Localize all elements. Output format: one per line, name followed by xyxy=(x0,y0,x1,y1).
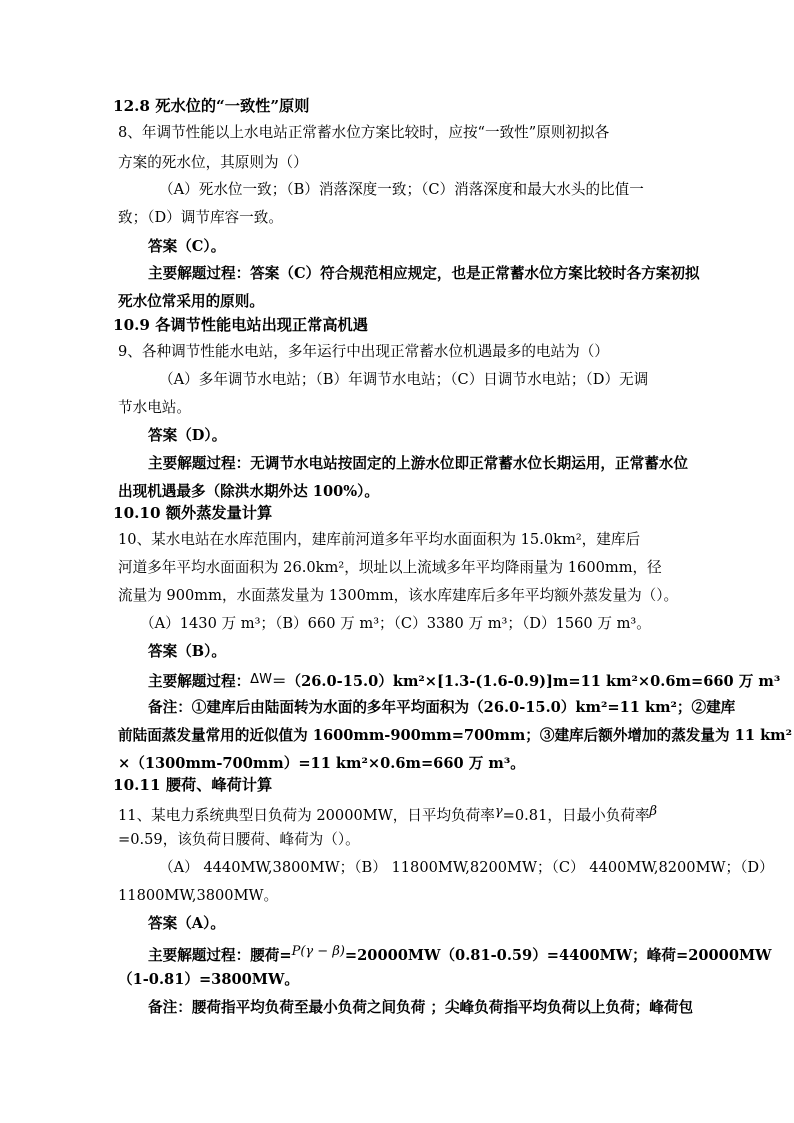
gamma-symbol: γ xyxy=(494,804,503,819)
answer-text: 答案（C）。 xyxy=(148,238,226,255)
section-heading: 10.11 腰荷、峰荷计算 xyxy=(113,776,273,794)
question-text: 10、某水电站在水库范围内，建库前河道多年平均水面面积为 15.0km²，建库后 xyxy=(118,531,641,548)
question-part: =0.81，日最小负荷率 xyxy=(502,807,650,824)
remark-text: 备注：①建库后由陆面转为水面的多年平均面积为（26.0-15.0）km²=11 km²；②建库 xyxy=(148,699,736,716)
question-text xyxy=(118,802,657,826)
solution-prefix: 主要解题过程：腰荷= xyxy=(148,947,292,964)
answer-text: 答案（D）。 xyxy=(148,427,227,444)
solution-formula: ＝（26.0-15.0）km²×[1.3-(1.6-0.9)]m=11 km²×0.6m=660 万 m³ xyxy=(271,673,781,690)
answer-text: 答案（B）。 xyxy=(148,643,227,660)
answer-text: 答案（A）。 xyxy=(148,915,225,932)
solution-rest: =20000MW（0.81-0.59）=4400MW；峰荷=20000MW xyxy=(344,947,772,964)
options-text: （A）死水位一致；（B）消落深度一致；（C）消落深度和最大水头的比值一 xyxy=(159,181,644,198)
options-text: 致；（D）调节库容一致。 xyxy=(118,209,283,226)
section-heading: 10.10 额外蒸发量计算 xyxy=(113,504,273,522)
solution-text: 出现机遇最多（除洪水期外达 100%）。 xyxy=(118,483,380,500)
remark-text: ×（1300mm-700mm）=11 km²×0.6m=660 万 m³。 xyxy=(118,755,525,772)
section-heading: 10.9 各调节性能电站出现正常高机遇 xyxy=(113,316,368,334)
solution-text: 主要解题过程：无调节水电站按固定的上游水位即正常蓄水位长期运用，正常蓄水位 xyxy=(148,455,688,472)
question-text: 9、各种调节性能水电站，多年运行中出现正常蓄水位机遇最多的电站为（） xyxy=(118,343,609,360)
solution-formula-symbol: P(γ − β) xyxy=(291,944,345,959)
remark-text: 前陆面蒸发量常用的近似值为 1600mm-900mm=700mm；③建库后额外增加的蒸发量为 11 km² xyxy=(118,727,793,744)
options-text: （A）1430 万 m³；（B）660 万 m³；（C）3380 万 m³；（D）1560 万 m³。 xyxy=(140,615,651,632)
options-text: （A）多年调节水电站；（B）年调节水电站；（C）日调节水电站；（D）无调 xyxy=(159,371,649,388)
question-text: 河道多年平均水面面积为 26.0km²，坝址以上流域多年平均降雨量为 1600mm，径 xyxy=(118,559,662,576)
options-text: 节水电站。 xyxy=(118,399,191,416)
options-text: 11800MW,3800MW。 xyxy=(118,887,279,904)
section-heading: 12.8 死水位的“一致性”原则 xyxy=(113,97,310,115)
beta-symbol: β xyxy=(649,804,658,819)
solution-text: （1-0.81）=3800MW。 xyxy=(118,971,299,988)
solution-line xyxy=(148,670,780,692)
delta-w-symbol: ΔW xyxy=(250,672,272,687)
solution-text: 主要解题过程：答案（C）符合规范相应规定，也是正常蓄水位方案比较时各方案初拟 xyxy=(148,265,700,282)
question-part: 11、某电力系统典型日负荷为 20000MW，日平均负荷率 xyxy=(118,807,495,824)
question-text: 方案的死水位，其原则为（） xyxy=(118,154,308,171)
solution-text: 死水位常采用的原则。 xyxy=(118,293,264,310)
question-text: =0.59，该负荷日腰荷、峰荷为（）。 xyxy=(118,831,360,848)
remark-text: 备注：腰荷指平均负荷至最小负荷之间负荷 ；尖峰负荷指平均负荷以上负荷；峰荷包 xyxy=(148,999,694,1016)
solution-prefix: 主要解题过程： xyxy=(148,673,251,690)
question-text: 8、年调节性能以上水电站正常蓄水位方案比较时，应按“一致性”原则初拟各 xyxy=(118,124,610,141)
solution-line xyxy=(148,942,772,966)
question-text: 流量为 900mm，水面蒸发量为 1300mm，该水库建库后多年平均额外蒸发量为（）。 xyxy=(118,587,679,604)
options-text: （A） 4440MW,3800MW；（B） 11800MW,8200MW；（C） 4400MW,8200MW；（D） xyxy=(159,859,774,876)
